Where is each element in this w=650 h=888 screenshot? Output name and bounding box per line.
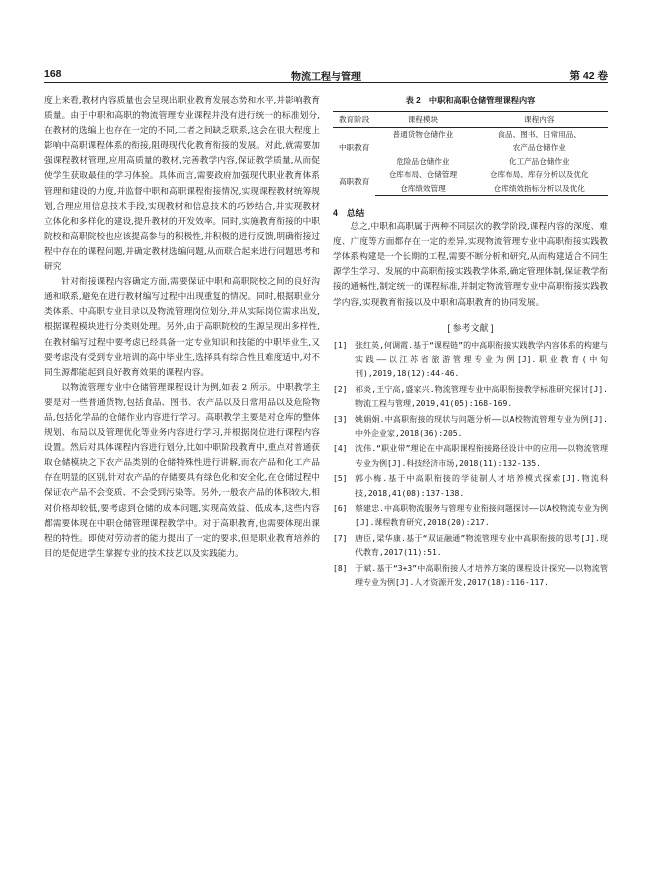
header-rule: [44, 82, 608, 83]
table-cell-content: 仓库布局、库存分析以及优化: [489, 170, 589, 180]
reference-item: [333, 502, 608, 531]
reference-item: [333, 413, 608, 442]
volume-label: 第 42 卷: [569, 70, 608, 82]
table-cell-content: 食品、图书、日常用品、: [497, 130, 581, 139]
reference-number: [8]: [333, 563, 348, 573]
left-column: [44, 94, 320, 562]
reference-number: [3]: [333, 414, 348, 424]
body-paragraph: 以物流管理专业中仓储管理课程设计为例,如表 2 所示。中职教学主要是对一些普通货物,包括食品、图书、农产品以及日常用品以及危险物品,包括化学品的仓储作业内容进行学习。高职教学主要是对仓库的整体规划、布局以及管理优化等业务内容进行学习,并根据岗位进行课程内容设置。然后对具体课程内容进行划分,比如中职阶段教育中,重点对普通获取仓储模块之下农产品类别的仓储特殊性进行讲解,而农产品和化工产品存在明显的区别,针对农产品的存储要具有绿色化和安全化,在仓储过程中保证农产品不会变质、不会受到污染等。另外,一般农产品的体积较大,相对价格却较低,要考虑到仓储的成本问题,实现高效益、低成本,这些内容都需要体现在中职仓储管理课程教学中。对于高职教育,也需要体现出课程的特性。即使对劳动者的能力提出了一定的要求,但是职业教育培养的目的是促进学生掌握专业的技术技艺以及实践能力。: [44, 382, 320, 559]
section-heading: 4 总结: [333, 208, 365, 219]
reference-number: [6]: [333, 504, 348, 514]
reference-text: 张红英,何调霞.基于“课程链”的中高职衔接实践教学内容体系的构建与实践——以江苏省旅游管理专业为例[J].职业教育(中旬刊),2019,18(12):44-46.: [355, 340, 608, 379]
table-cell-content: 化工产品仓储作业: [508, 156, 570, 166]
table-cell-stage: 高职教育: [338, 177, 370, 187]
body-paragraph: 针对衔接课程内容确定方面,需要保证中职和高职院校之间的良好沟通和联系,避免在进行教材编写过程中出现重复的情况。同时,根据职业分类体系、中高职专业目录以及物流管理岗位划分,并从实际岗位需求出发,根据课程模块进行分类则处理。另外,由于高职院校的生源呈现出多样性,在教材编写过程中要考虑已经具备一定专业知识和技能的中职毕业生,又要考虑没有受到专业培训的高中毕业生,选择具有综合性且难度适中,对不同生源都能起到良好教育效果的课程内容。: [44, 277, 320, 378]
reference-item: [333, 339, 608, 382]
references-heading: [ 参考文献 ]: [447, 322, 494, 333]
course-table: [333, 111, 608, 196]
table-cell-module: 仓库布局、仓储管理: [388, 170, 458, 180]
reference-number: [1]: [333, 340, 348, 350]
table-cell-stage: 中职教育: [338, 143, 370, 153]
table-cell-content: 仓库绩效指标分析以及优化: [470, 182, 608, 196]
reference-text: 郭小梅.基于中高职衔接的学徒制人才培养模式探索[J].物流科技,2018,41(08):137-138.: [355, 474, 608, 498]
conclusion-paragraph: 总之,中职和高职属于两种不同层次的教学阶段,课程内容的深度、难度、广度等方面都存在一定的差异,实现物流管理专业中高职衔接实践教学体系构建是一个长期的工程,需要不断分析和研究,从而构建适合不同生源学生学习、发展的中高职衔接实践教学体系,确定管理体制,保证教学衔接的通畅性,制定统一的课程标准,并制定物流管理专业中高职衔接实践教学内容,实现教育衔接以及中职和高职教育的协同发展。: [333, 222, 608, 308]
reference-text: 蔡建忠.中高职物流服务与管理专业衔接问题探讨——以A校物流专业为例[J].课程教育研究,2018(20):217.: [355, 504, 608, 528]
reference-item: [333, 442, 608, 471]
right-column: [333, 94, 608, 592]
reference-text: 唐臣,梁华康.基于“双证融通”物流管理专业中高职衔接的思考[J].现代教育,2017(11):51.: [355, 533, 608, 558]
table-cell-module: [375, 141, 470, 154]
reference-number: [7]: [333, 533, 348, 543]
reference-text: 祁炎,王宁高,盛家兴.物流管理专业中高职衔接教学标准研究探讨[J].物流工程与管理,2019,41(05):168-169.: [355, 384, 608, 409]
journal-title: 物流工程与管理: [291, 72, 361, 83]
table-header-cell: 课程内容: [470, 112, 608, 128]
table-cell-module: 普通货物仓储作业: [392, 130, 454, 139]
body-paragraph: 度上来看,教材内容质量也会呈现出职业教育发展态势和水平,并影响教育质量。由于中职和高职的物流管理专业课程并没有进行统一的标准划分,在教材的选编上也存在一定的不同,二者之间缺乏联系,这会在很大程度上影响中高职课程体系的衔接,阻碍现代化教育衔接的发展。对此,就需要加强课程教材管理,应用高质量的教材,完善教学内容,保证教学质量,从而促使学生获取最佳的学习体验。具体而言,需要政府加强现代职业教育体系管理和建设的力度,并监督中职和高职课程衔接情况,实现课程教材统筹规划,合理应用信息技术手段,实现教材和信息技术的巧妙结合,并实现教材立体化和多样化的建设,提升教材的开发效率。同时,实施教育衔接的中职院校和高职院校也应该提高参与的积极性,并积极的进行反馈,明确衔接过程中存在的课程问题,并确定教材选编问题,从而联合起来进行问题思考和研究: [44, 96, 320, 273]
reference-item: [333, 383, 608, 412]
reference-text: 于斌.基于“3+3”中高职衔接人才培养方案的课程设计探究——以物流管理专业为例[J].人才资源开发,2017(18):116-117.: [355, 563, 608, 588]
table-header-row: [333, 112, 608, 128]
reference-number: [5]: [333, 474, 348, 484]
page-number: 168: [44, 68, 62, 80]
table-header-cell: 课程模块: [375, 112, 470, 128]
reference-item: [333, 472, 608, 501]
table-cell-module: 危险品仓储作业: [396, 156, 450, 166]
reference-number: [4]: [333, 444, 348, 454]
table-row: [333, 168, 608, 181]
table-header-cell: 教育阶段: [333, 112, 375, 128]
reference-item: [333, 532, 608, 561]
reference-number: [2]: [333, 384, 348, 394]
table-cell-module: 仓库绩效管理: [375, 182, 470, 196]
table-row: [333, 128, 608, 142]
reference-text: 姚娟娟.中高职衔接的现状与问题分析——以A校物流管理专业为例[J].中外企业家,2018(36):205.: [355, 414, 608, 439]
reference-list: [333, 339, 608, 591]
table-caption: 表 2 中职和高职仓储管理课程内容: [405, 96, 536, 105]
reference-text: 沈伟.“职业带”理论在中高职课程衔接路径设计中的应用——以物流管理专业为例[J].科技经济市场,2018(11):132-135.: [355, 444, 608, 468]
reference-item: [333, 562, 608, 591]
table-cell-content: 农产品仓储作业: [512, 143, 566, 153]
